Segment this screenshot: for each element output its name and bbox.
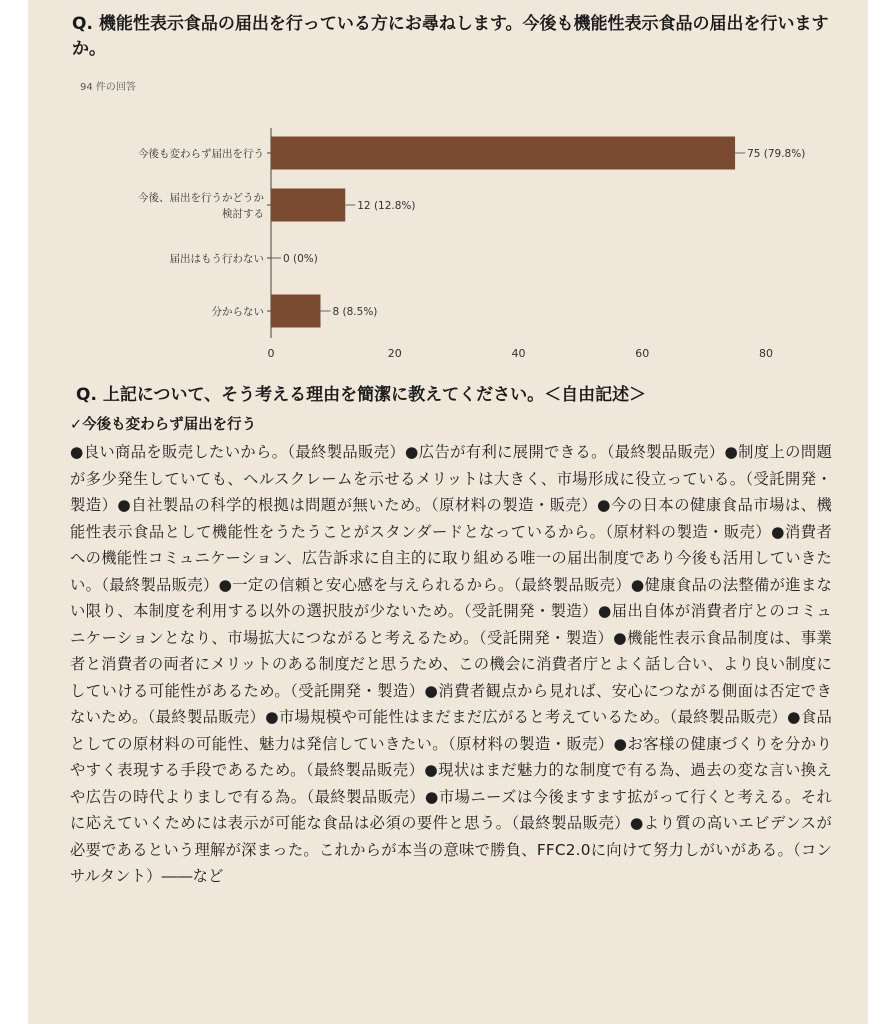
response-count: 94 件の回答 <box>80 82 136 93</box>
data-label: 0 (0%) <box>283 253 318 265</box>
data-label: 75 (79.8%) <box>747 148 806 160</box>
data-label: 12 (12.8%) <box>357 200 416 212</box>
answer-text: ●良い商品を販売したいから。（最終製品販売）●広告が有利に展開できる。（最終製品販売）●制度上の問題が多少発生していても、ヘルスクレームを示せるメリットは大きく、市場形成に役立っている。（受託開発・製造）●自社製品の科学的根拠は問題が無いため。（原材料の製造・販売）●今の日本の健康食品市場は、機能性表示食品として機能性をうたうことがスタンダードとなっているから。（原材料の製造・販売）●消費者への機能性コミュニケーション、広告訴求に自主的に取り組める唯一の届出制度であり今後も活用していきたい。（最終製品販売）●一定の信頼と安心感を与えられるから。（最終製品販売）●健康食品の法整備が進まない限り、本制度を利用する以外の選択肢が少ないため。（受託開発・製造）●届出自体が消費者庁とのコミュニケーションとなり、市場拡大につながると考えるため。（受託開発・製造）●機能性表示食品制度は、事業者と消費者の両者にメリットのある制度だと思うため、この機会に消費者庁とよく話し合い、より良い制度にしていける可能性があるため。（受託開発・製造）●消費者観点から見れば、安心につながる側面は否定できないため。（最終製品販売）●市場規模や可能性はまだまだ広がると考えているため。（最終製品販売）●食品としての原材料の可能性、魅力は発信していきたい。（原材料の製造・販売）●お客様の健康づくりを分かりやすく表現する手段であるため。（最終製品販売）●現状はまだ魅力的な制度で有る為、過去の変な言い換えや広告の時代よりましで有る為。（最終製品販売）●市場ニーズは今後ますます拡がって行くと考える。それに応えていくためには表示が可能な食品は必須の要件と思う。（最終製品販売）●より質の高いエビデンスが必要であるという理解が深まった。これからが本当の意味で勝負、FFC2.0に向けて努力しがいがある。（コンサルタント）――など <box>70 443 832 885</box>
x-tick-label: 40 <box>511 347 526 360</box>
article-page <box>28 0 868 1024</box>
data-label: 8 (8.5%) <box>332 306 378 318</box>
category-label: 今後、届出を行うかどうか <box>138 192 264 204</box>
answer-subheading: ✓今後も変わらず届出を行う <box>70 417 257 433</box>
x-tick-label: 60 <box>635 347 650 360</box>
bar <box>271 137 735 170</box>
bar <box>271 189 345 222</box>
x-tick-label: 0 <box>267 347 275 360</box>
category-label: 分からない <box>211 306 264 318</box>
x-tick-label: 20 <box>387 347 402 360</box>
category-label: 届出はもう行わない <box>169 253 264 265</box>
x-tick-label: 80 <box>759 347 773 360</box>
question-title: Q. 機能性表示食品の届出を行っている方にお尋ねします。今後も機能性表示食品の届出を行いますか。 <box>72 14 829 59</box>
category-label: 検討する <box>222 208 264 220</box>
question2-title: Q. 上記について、そう考える理由を簡潔に教えてください。＜自由記述＞ <box>76 385 647 405</box>
category-label: 今後も変わらず届出を行う <box>138 148 264 160</box>
bar-chart <box>28 0 868 370</box>
bar <box>271 295 321 328</box>
